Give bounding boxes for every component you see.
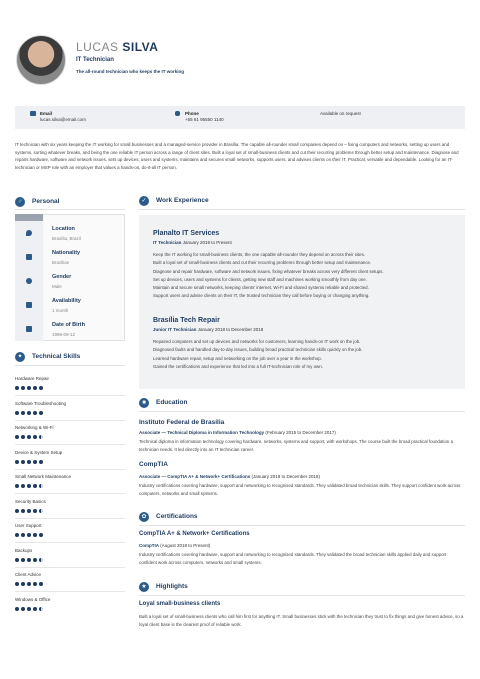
job-bullet: Repaired computers and set up devices and networks for customers, learning hands-on IT work on the job. [153,339,361,344]
graduation-cap-icon: ■ [139,398,149,408]
skill-dot [21,484,25,488]
lightbulb-icon: ✦ [15,352,25,362]
skill-dot [39,509,43,513]
job-meta [153,327,263,332]
education-meta [139,430,336,435]
personal-label: Gender [52,274,72,280]
job-bullet: Maintain and secure small networks, keeping clients' internet, Wi-Fi and shared systems reliable and protected. [153,285,369,291]
skill-dot [21,558,25,562]
job-role: IT Technician [153,240,182,245]
briefcase-icon: ✓ [139,196,149,206]
skill-rating [15,533,43,537]
skill-dot [33,582,37,586]
person-icon: ♂ [15,197,25,207]
job-dates: January 2019 to Present [182,240,232,245]
skill-dot [15,386,19,390]
skills-heading: Technical Skills [32,353,81,360]
job-bullet: Gained the certifications and experience that led into a full IT-technician role of my own. [153,363,323,369]
job-bullet: Diagnosed faults and handled day-to-day issues, building broad practical technician skills quickly on the job. [153,347,363,353]
skill-dot [15,533,19,537]
highlight-name: Loyal small-business clients [139,601,221,607]
skill-dot [15,484,19,488]
skill-dot [21,607,25,611]
certifications-divider [139,525,465,526]
education-qualification: Associate — CompTIA A+ & Network+ Certifications [139,474,251,479]
hourglass-icon [26,302,32,308]
highlights-heading: Highlights [156,583,188,590]
skill-name: Small Network Maintenance [15,474,72,479]
personal-card-tab [15,214,43,221]
skill-dot [39,484,43,488]
cake-icon [26,326,32,332]
personal-value: Brasília, Brazil [52,236,81,241]
skill-name: Backups [15,547,33,553]
job-company: Brasília Tech Repair [153,317,220,324]
work-heading: Work Experience [156,197,209,204]
skill-dot [21,411,25,415]
skill-dot [33,509,37,513]
education-divider [139,411,465,412]
personal-heading: Personal [32,198,60,205]
personal-divider [15,209,125,210]
skill-dot [15,558,19,562]
skill-divider [15,395,125,396]
job-meta [153,240,232,245]
job-bullet: Set up devices, users and systems for clients, getting new staff and machines working smoothly from day one. [153,276,367,282]
skill-dot [21,435,25,439]
job-bullet: Diagnose and repair hardware, software and network issues, fixing whatever breaks across very different client setups. [153,268,384,274]
job-bullet: Keep the IT working for small-business clients, the one capable all-rounder they depend on across their sites. [153,252,366,257]
skill-name: Windows & Office [15,596,51,602]
skill-dot [33,558,37,562]
skill-divider [15,591,125,592]
skill-dot [15,460,19,464]
skill-dot [39,460,43,464]
personal-value: 1 month [52,308,69,313]
skill-dot [15,509,19,513]
skill-dot [15,582,19,586]
certification-issuer: CompTIA [139,543,159,548]
education-dates: (January 2018 to December 2018) [251,474,321,479]
skill-rating [15,484,43,488]
skill-name: Security Basics [15,498,46,504]
job-dates: January 2018 to December 2018 [197,327,264,332]
skill-dot [21,533,25,537]
skill-dot [15,607,19,611]
skill-rating [15,386,43,390]
skill-divider [15,518,125,519]
education-description: Industry certifications covering hardware, support and networking to recognised standards. They validated broad technician skills. They support confident work across computers, networks and small systems. [139,483,461,496]
phone-value[interactable]: +55 61 95550 1140 [185,117,224,122]
contact-bar [15,106,465,129]
skill-dot [15,435,19,439]
email-block [40,111,86,123]
skill-dot [27,484,31,488]
skill-rating [15,509,43,513]
availability-note: Available on request [320,111,361,116]
star-icon: ★ [139,582,149,592]
skill-dot [27,386,31,390]
skill-divider [15,444,125,445]
flag-icon [26,254,32,260]
phone-icon [175,111,180,116]
certification-meta [139,543,210,548]
skill-rating [15,460,43,464]
skill-dot [27,435,31,439]
skill-dot [39,607,43,611]
skill-rating [15,558,43,562]
personal-value: 1996-09-12 [52,332,76,337]
certification-dates: (August 2018 to Present) [160,543,211,548]
education-heading: Education [156,399,188,406]
skill-name: Hardware Repair [15,376,50,381]
first-name: LUCAS [76,40,119,54]
skill-rating [15,411,43,415]
job-bullet: Support users and advise clients on their IT, the trusted technician they call before buying or changing anything. [153,293,370,299]
job-description [153,338,453,371]
profile-summary: IT technician with six years keeping the IT working for small businesses and a managed-service provider in Brasília. The capable all-rounder small companies depend on – fixing computers and networks, setting up users and systems, sorting whatever breaks, and being the one reliable IT person across a range of client sites. Built a loyal set of small-business clients and cut their recurring problems through better setup and maintenance. Diagnose and repairs hardware, software and network issues, sets up devices, users and systems, maintains and secures small networks, supports users, and advises clients on their IT. Practical, versatile and dependable. Looking for an IT-technician or MSP role with an employer that values a hands-on, do-it-all IT person. [15,142,459,170]
skill-dot [39,582,43,586]
certification-description: Industry certifications covering hardware, support and networking to recognised standards. They validated the broad technician skills applied daily and support confident work across computers, networks and small systems. [139,552,447,565]
personal-value: Brazilian [52,260,70,265]
skill-dot [33,411,37,415]
skill-dot [27,533,31,537]
personal-value: Male [52,284,62,289]
profile-photo [16,35,66,85]
skill-dot [21,386,25,390]
skill-divider [15,469,125,470]
skill-dot [27,607,31,611]
skill-dot [39,558,43,562]
skill-name: Networking & Wi-Fi [15,425,54,430]
job-company: Planalto IT Services [153,230,220,237]
job-role: Junior IT Technician [153,327,197,332]
certifications-heading: Certifications [156,513,198,520]
skill-dot [33,533,37,537]
skill-name: User Support [15,523,42,528]
certificate-icon: ✿ [139,512,149,522]
highlights-divider [139,595,465,596]
gender-icon [26,278,32,284]
highlight-description: Built a loyal set of small-business clients who call him first for anything IT. Small businesses stick with the technician they trust to fix things and give honest advice, so a loyal client base is the clearest proof of reliable work. [139,614,464,627]
personal-label: Availability [52,298,81,304]
skill-rating [15,435,43,439]
skill-dot [27,558,31,562]
skill-dot [33,607,37,611]
skill-dot [27,460,31,464]
skill-rating [15,607,43,611]
job-title: IT Technician [76,57,114,63]
skill-dot [21,509,25,513]
skill-divider [15,567,125,568]
personal-label: Nationality [52,250,81,256]
skill-dot [15,411,19,415]
personal-label: Date of Birth [52,322,85,328]
skill-dot [39,435,43,439]
education-dates: (February 2015 to December 2017) [265,430,336,435]
skill-dot [39,386,43,390]
location-pin-icon [26,230,32,236]
skill-dot [33,460,37,464]
education-org: CompTIA [139,461,168,468]
phone-label: Phone [185,111,199,116]
education-meta [139,474,320,479]
certification-name: CompTIA A+ & Network+ Certifications [139,531,250,537]
email-icon [30,111,36,116]
education-description: Technical diploma in information technology covering hardware, networks, systems and support, with workshops. The course built the broad practical foundation a technician needs. It led directly into an IT technician career. [139,439,454,452]
personal-label: Location [52,226,75,232]
email-label: Email [40,111,53,116]
skill-dot [39,533,43,537]
skill-dot [33,386,37,390]
skill-dot [39,411,43,415]
work-divider [139,209,465,210]
skill-name: Client Advice [15,572,42,577]
education-qualification: Associate — Technical Diploma in Information Technology [139,430,265,435]
email-value[interactable]: lucas.silva@email.com [40,117,86,122]
tagline: The all-round technician who keeps the IT working [76,69,185,74]
skill-divider [15,542,125,543]
skill-dot [21,460,25,464]
phone-block [185,111,224,123]
education-org: Instituto Federal de Brasília [139,419,225,426]
job-bullet: Built a loyal set of small-business clients and cut their recurring problems through better setup and maintenance. [153,260,372,266]
skills-divider [15,365,125,366]
skill-dot [27,582,31,586]
skill-rating [15,582,43,586]
skill-dot [21,582,25,586]
candidate-name [76,40,158,54]
skill-divider [15,493,125,494]
job-bullet: Learned hardware repair, setup and networking on the job over a year in the workshop. [153,355,322,361]
skill-dot [33,484,37,488]
skill-divider [15,420,125,421]
job-description [153,251,453,301]
last-name: SILVA [122,40,159,54]
skill-dot [33,435,37,439]
skill-dot [27,509,31,513]
skill-name: Device & System Setup [15,449,63,455]
skill-dot [27,411,31,415]
skill-name: Software Troubleshooting [15,400,67,406]
